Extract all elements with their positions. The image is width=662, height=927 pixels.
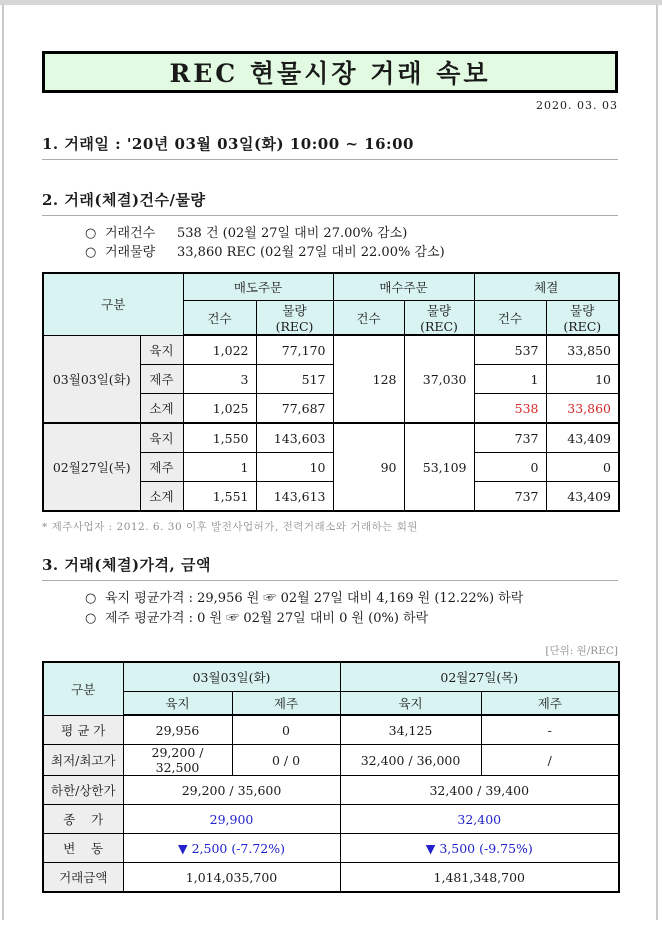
col-header-day2: 02월27일(목) <box>340 662 619 692</box>
col-header-executed: 체결 <box>474 273 619 301</box>
region-label-cell: 소계 <box>140 482 183 512</box>
unit-note: [단위: 원/REC] <box>545 645 618 657</box>
region-label-cell: 제주 <box>140 453 183 482</box>
value-cell: 32,400 / 36,000 <box>340 745 481 776</box>
price-amount-table <box>42 661 620 893</box>
value-cell: 143,603 <box>256 423 333 453</box>
value-cell-highlight: ▼ 2,500 (-7.72%) <box>123 834 340 863</box>
date-label-cell: 03월03일(화) <box>43 335 140 423</box>
value-cell: 29,956 <box>123 715 232 745</box>
value-cell: 1,481,348,700 <box>340 863 619 893</box>
value-cell-highlight: ▼ 3,500 (-9.75%) <box>340 834 619 863</box>
value-cell: 0 <box>546 453 619 482</box>
value-cell: 1,025 <box>183 394 256 424</box>
value-cell: 737 <box>474 423 546 453</box>
value-cell: 1,551 <box>183 482 256 512</box>
col-header-volume: 물량 (REC) <box>546 301 619 336</box>
col-header-jeju: 제주 <box>481 692 619 716</box>
circle-bullet-icon: ○ <box>85 611 97 626</box>
section-1-heading: 1. 거래일 : '20년 03월 03일(화) 10:00 ~ 16:00 <box>42 133 618 160</box>
value-cell: 77,170 <box>256 335 333 365</box>
value-cell: 1,014,035,700 <box>123 863 340 893</box>
viewer-right-edge <box>656 5 658 920</box>
value-cell: 0 <box>474 453 546 482</box>
bullet-text: 제주 평균가격 : 0 원 ☞ 02월 27일 대비 0 원 (0%) 하락 <box>105 611 429 626</box>
col-header-count: 건수 <box>474 301 546 336</box>
value-cell: 34,125 <box>340 715 481 745</box>
col-header-count: 건수 <box>183 301 256 336</box>
value-cell: 737 <box>474 482 546 512</box>
col-header-gubun: 구분 <box>43 662 123 715</box>
value-cell: 1,022 <box>183 335 256 365</box>
value-cell: 29,200 / 35,600 <box>123 776 340 805</box>
value-cell: 517 <box>256 365 333 394</box>
bullet-text: 육지 평균가격 : 29,956 원 ☞ 02월 27일 대비 4,169 원 (12.22%) 하락 <box>105 591 524 606</box>
table-row <box>43 423 619 453</box>
value-cell: - <box>481 715 619 745</box>
trade-count-volume-table <box>42 272 620 512</box>
page-title-banner <box>42 51 618 93</box>
value-cell: / <box>481 745 619 776</box>
value-cell: 3 <box>183 365 256 394</box>
col-header-count: 건수 <box>333 301 404 336</box>
bullet-value: 538 건 (02월 27일 대비 27.00% 감소) <box>177 226 408 241</box>
col-header-day1: 03월03일(화) <box>123 662 340 692</box>
row-label-cell: 종 가 <box>43 805 123 834</box>
value-cell-highlight: 29,900 <box>123 805 340 834</box>
col-header-mainland: 육지 <box>340 692 481 716</box>
circle-bullet-icon: ○ <box>85 245 97 260</box>
table-footnote: * 제주사업자 : 2012. 6. 30 이후 발전사업허가, 전력거래소와 거래하는 회원 <box>42 521 419 533</box>
region-label-cell: 육지 <box>140 423 183 453</box>
value-cell: 90 <box>333 423 404 511</box>
value-cell: 537 <box>474 335 546 365</box>
value-cell: 43,409 <box>546 482 619 512</box>
col-header-mainland: 육지 <box>123 692 232 716</box>
value-cell: 43,409 <box>546 423 619 453</box>
value-cell: 1,550 <box>183 423 256 453</box>
table-row <box>43 335 619 365</box>
row-label-cell: 거래금액 <box>43 863 123 893</box>
viewer-left-edge <box>2 5 4 920</box>
table-row <box>43 863 619 893</box>
circle-bullet-icon: ○ <box>85 226 97 241</box>
row-label-cell: 변 동 <box>43 834 123 863</box>
region-label-cell: 제주 <box>140 365 183 394</box>
date-label-cell: 02월27일(목) <box>43 423 140 511</box>
document-date: 2020. 03. 03 <box>536 99 618 112</box>
document-page <box>42 0 618 893</box>
list-item <box>42 609 618 629</box>
col-header-jeju: 제주 <box>232 692 340 716</box>
table-row <box>43 776 619 805</box>
table-row <box>43 805 619 834</box>
col-header-volume: 물량 (REC) <box>256 301 333 336</box>
table-row <box>43 715 619 745</box>
list-item <box>42 224 618 243</box>
value-cell-highlight: 32,400 <box>340 805 619 834</box>
row-label-cell: 평 균 가 <box>43 715 123 745</box>
value-cell-highlight: 538 <box>474 394 546 424</box>
list-item <box>42 589 618 609</box>
row-label-cell: 하한/상한가 <box>43 776 123 805</box>
col-header-volume: 물량 (REC) <box>404 301 474 336</box>
value-cell: 77,687 <box>256 394 333 424</box>
circle-bullet-icon: ○ <box>85 591 97 606</box>
value-cell: 1 <box>183 453 256 482</box>
value-cell: 128 <box>333 335 404 423</box>
list-item <box>42 243 618 262</box>
value-cell: 0 / 0 <box>232 745 340 776</box>
value-cell: 32,400 / 39,400 <box>340 776 619 805</box>
section-3-bullets <box>42 589 618 629</box>
value-cell: 37,030 <box>404 335 474 423</box>
col-header-gubun: 구분 <box>43 273 183 335</box>
value-cell-highlight: 33,860 <box>546 394 619 424</box>
section-2-heading: 2. 거래(체결)건수/물량 <box>42 189 618 216</box>
value-cell: 29,200 / 32,500 <box>123 745 232 776</box>
col-header-buy-orders: 매수주문 <box>333 273 474 301</box>
region-label-cell: 소계 <box>140 394 183 424</box>
table-row <box>43 834 619 863</box>
section-3-heading: 3. 거래(체결)가격, 금액 <box>42 554 618 581</box>
value-cell: 10 <box>256 453 333 482</box>
table-row <box>43 745 619 776</box>
bullet-label: 거래물량 <box>105 245 156 260</box>
col-header-sell-orders: 매도주문 <box>183 273 333 301</box>
page-title: REC 현물시장 거래 속보 <box>169 59 491 88</box>
value-cell: 33,850 <box>546 335 619 365</box>
value-cell: 143,613 <box>256 482 333 512</box>
bullet-value: 33,860 REC (02월 27일 대비 22.00% 감소) <box>177 245 445 260</box>
region-label-cell: 육지 <box>140 335 183 365</box>
bullet-label: 거래건수 <box>105 226 156 241</box>
row-label-cell: 최저/최고가 <box>43 745 123 776</box>
value-cell: 53,109 <box>404 423 474 511</box>
value-cell: 10 <box>546 365 619 394</box>
section-2-bullets <box>42 224 618 262</box>
value-cell: 1 <box>474 365 546 394</box>
value-cell: 0 <box>232 715 340 745</box>
